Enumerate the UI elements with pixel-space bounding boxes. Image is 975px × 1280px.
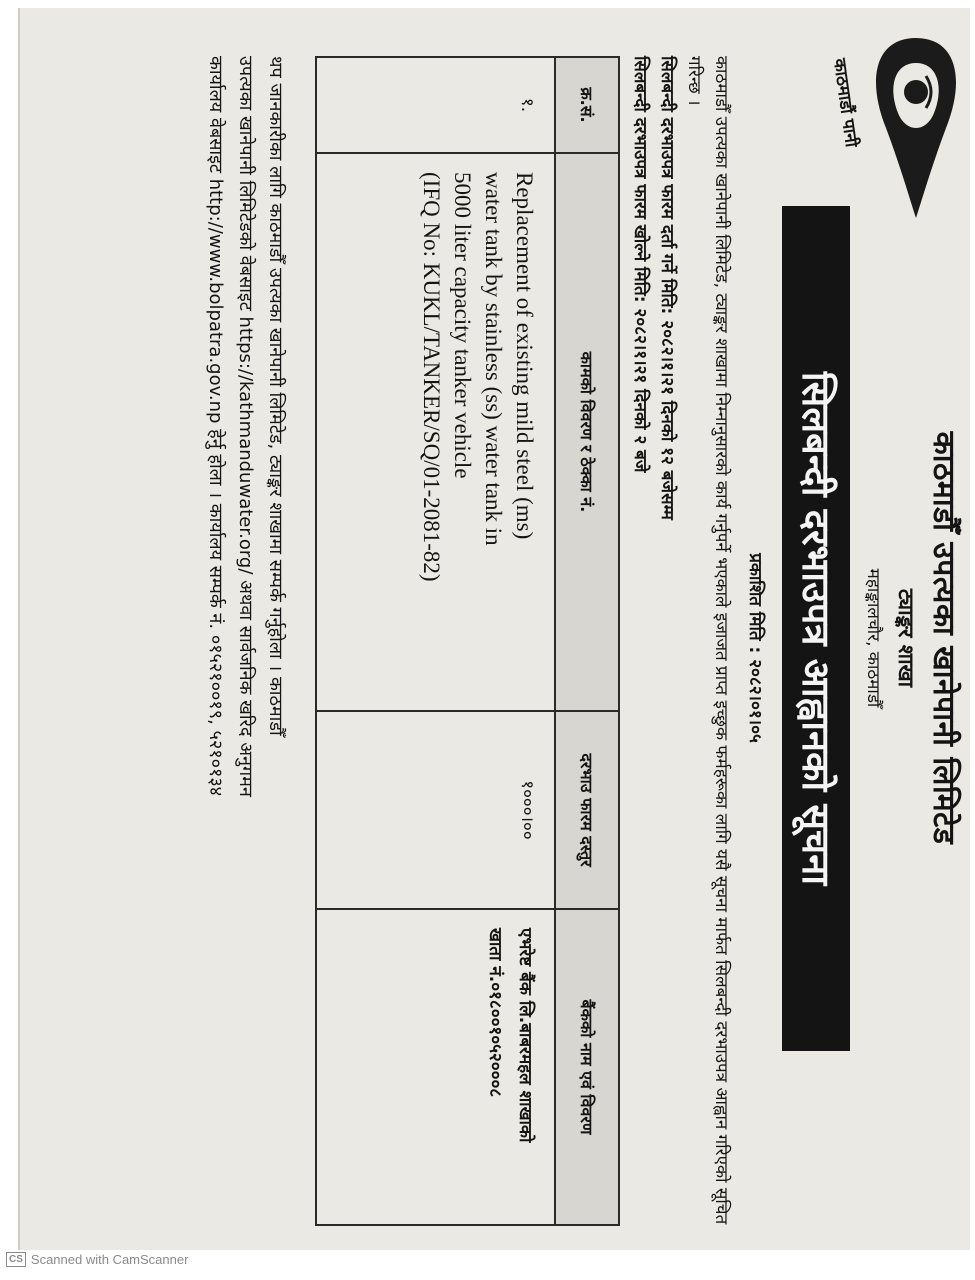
water-drop-logo-icon <box>856 18 975 218</box>
footer-line: उपत्यका खानेपानी लिमिटेडको वेबसाइट https://kathmanduwater.org/ अथवा सार्वजनिक खरिद अनुगमन <box>235 56 256 797</box>
scanner-text: Scanned with CamScanner <box>30 1252 189 1267</box>
address: महाङ्कालचौर, काठमाडौँ <box>863 568 883 708</box>
description-line: 5000 liter capacity tanker vehicle <box>450 172 475 479</box>
camscanner-badge-icon: CS <box>6 1252 26 1267</box>
organization-title: काठमाडौँ उपत्यका खानेपानी लिमिटेड <box>926 431 961 845</box>
row-bank <box>316 909 555 1225</box>
intro-text: काठमाडौँ उपत्यका खानेपानी लिमिटेड, ट्याङ्कर शाखामा निम्नानुसारको कार्य गर्नुपर्ने भएकाले इजाजत प्राप्त इच्छुक फर्महरूका लागि यसै सूचना मार्फत सिलबन्दी दरभाउपत्र आह्वान गरिएको सूचित गरिन्छ । <box>684 56 731 1225</box>
contract-number: (IFQ No: KUKL/TANKER/SQ/01-2081-82) <box>419 172 444 582</box>
table-header-row <box>555 57 619 1225</box>
bid-table <box>315 56 620 1226</box>
kukl-logo <box>826 18 975 218</box>
branch-name: ट्याङ्कर शाखा <box>894 588 918 688</box>
row-fee: १०००।०० <box>316 711 555 909</box>
header-bank: बैंकको नाम एवं विवरण <box>555 909 619 1225</box>
footer-line: कार्यालय वेबसाइट http://www.bolpatra.gov.np हेर्नु होला । कार्यालय सम्पर्क नं. ०१५२१००१९, ५२१०१३४ <box>205 56 226 797</box>
table-row <box>316 57 555 1225</box>
newspaper-clipping <box>18 8 970 1250</box>
intro-paragraph <box>626 56 734 1226</box>
description-line: water tank by stainless (ss) water tank in <box>481 172 506 546</box>
opening-date: सिलबन्दी दरभाउपत्र फारम खोल्ने मिति: २०८२।१।२१ दिनको २ बजे <box>630 56 650 473</box>
description-line: Replacement of existing mild steel (ms) <box>512 172 537 540</box>
bank-account: खाता नं.०१८००१०५२०००८ <box>485 928 505 1098</box>
scanner-watermark <box>6 1252 188 1267</box>
publication-date: प्रकाशित मिति : २०८२।०१।०५ <box>745 553 765 743</box>
bank-name: एभरेष्ट बैंक लि.बाबरमहल शाखाको <box>515 928 535 1143</box>
row-serial: १. <box>316 57 555 153</box>
rotated-notice <box>70 28 975 1248</box>
footer-line: थप जानकारीका लागि काठमाडौँ उपत्यका खानेपानी लिमिटेड, ट्याङ्कर शाखामा सम्पर्क गर्नुहोला । काठमाडौँ <box>265 56 286 736</box>
row-description <box>316 153 555 711</box>
submission-deadline: सिलबन्दी दरभाउपत्र फारम दर्ता गर्ने मिति: २०८२।१।२१ दिनको १२ बजेसम्म <box>657 56 677 520</box>
header-fee: दरभाउ फारम दस्तुर <box>555 711 619 909</box>
header-serial: क्र.सं. <box>555 57 619 153</box>
footer-contact <box>200 56 290 1226</box>
notice-banner: सिलबन्दी दरभाउपत्र आह्वानको सूचना <box>782 206 850 1051</box>
header-description: कामको विवरण र ठेक्का नं. <box>555 153 619 711</box>
logo-brand-text: काठमाडौं पानी <box>828 57 862 149</box>
